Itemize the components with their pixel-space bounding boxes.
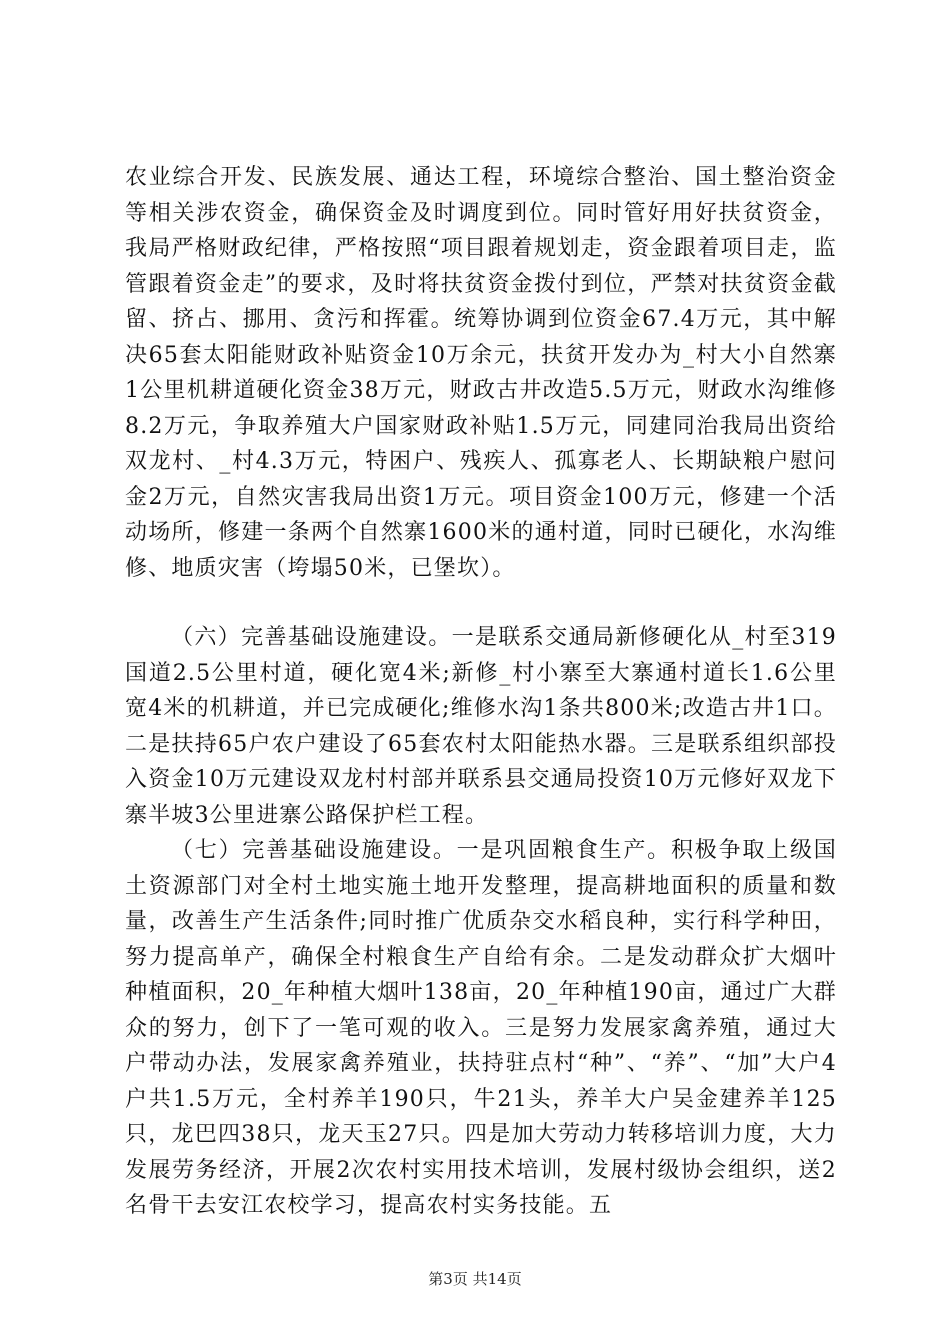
paragraph-section-7: （七）完善基础设施建设。一是巩固粮食生产。积极争取上级国土资源部门对全村土地实施土地开发整理，提高耕地面积的质量和数量，改善生产生活条件;同时推广优质杂交水稻良种，实行科学种田，努力提高单产，确保全村粮食生产自给有余。二是发动群众扩大烟叶种植面积，20_年种植大烟叶138亩，20_年种植190亩，通过广大群众的努力，创下了一笔可观的收入。三是努力发展家禽养殖，通过大户带动办法，发展家禽养殖业，扶持驻点村“种”、“养”、“加”大户4户共1.5万元，全村养羊190只，牛21头，养羊大户吴金建养羊125只，龙巴四38只，龙天玉27只。四是加大劳动力转移培训力度，大力发展劳务经济，开展2次农村实用技术培训，发展村级协会组织，送2名骨干去安江农校学习，提高农村实务技能。五 [125, 838, 837, 1218]
document-body [125, 160, 837, 1224]
paragraph-gap [125, 586, 837, 620]
paragraph-section-6: （六）完善基础设施建设。一是联系交通局新修硬化从_村至319国道2.5公里村道，硬化宽4米;新修_村小寨至大寨通村道长1.6公里宽4米的机耕道，并已完成硬化;维修水沟1条共800米;改造古井1口。二是扶持65户农户建设了65套农村太阳能热水器。三是联系组织部投入资金10万元建设双龙村村部并联系县交通局投资10万元修好双龙下寨半坡3公里进寨公路保护栏工程。 [125, 625, 837, 828]
paragraph-funds: 农业综合开发、民族发展、通达工程，环境综合整治、国土整治资金等相关涉农资金，确保资金及时调度到位。同时管好用好扶贫资金，我局严格财政纪律，严格按照“项目跟着规划走，资金跟着项目走，监管跟着资金走”的要求，及时将扶贫资金拨付到位，严禁对扶贫资金截留、挤占、挪用、贪污和挥霍。统筹协调到位资金67.4万元，其中解决65套太阳能财政补贴资金10万余元，扶贫开发办为_村大小自然寨1公里机耕道硬化资金38万元，财政古井改造5.5万元，财政水沟维修8.2万元，争取养殖大户国家财政补贴1.5万元，同建同治我局出资给双龙村、_村4.3万元，特困户、残疾人、孤寡老人、长期缺粮户慰问金2万元，自然灾害我局出资1万元。项目资金100万元，修建一个活动场所，修建一条两个自然寨1600米的通村道，同时已硬化，水沟维修、地质灾害（垮塌50米，已堡坎）。 [125, 165, 837, 581]
page-number-footer: 第3页 共14页 [428, 1270, 522, 1288]
